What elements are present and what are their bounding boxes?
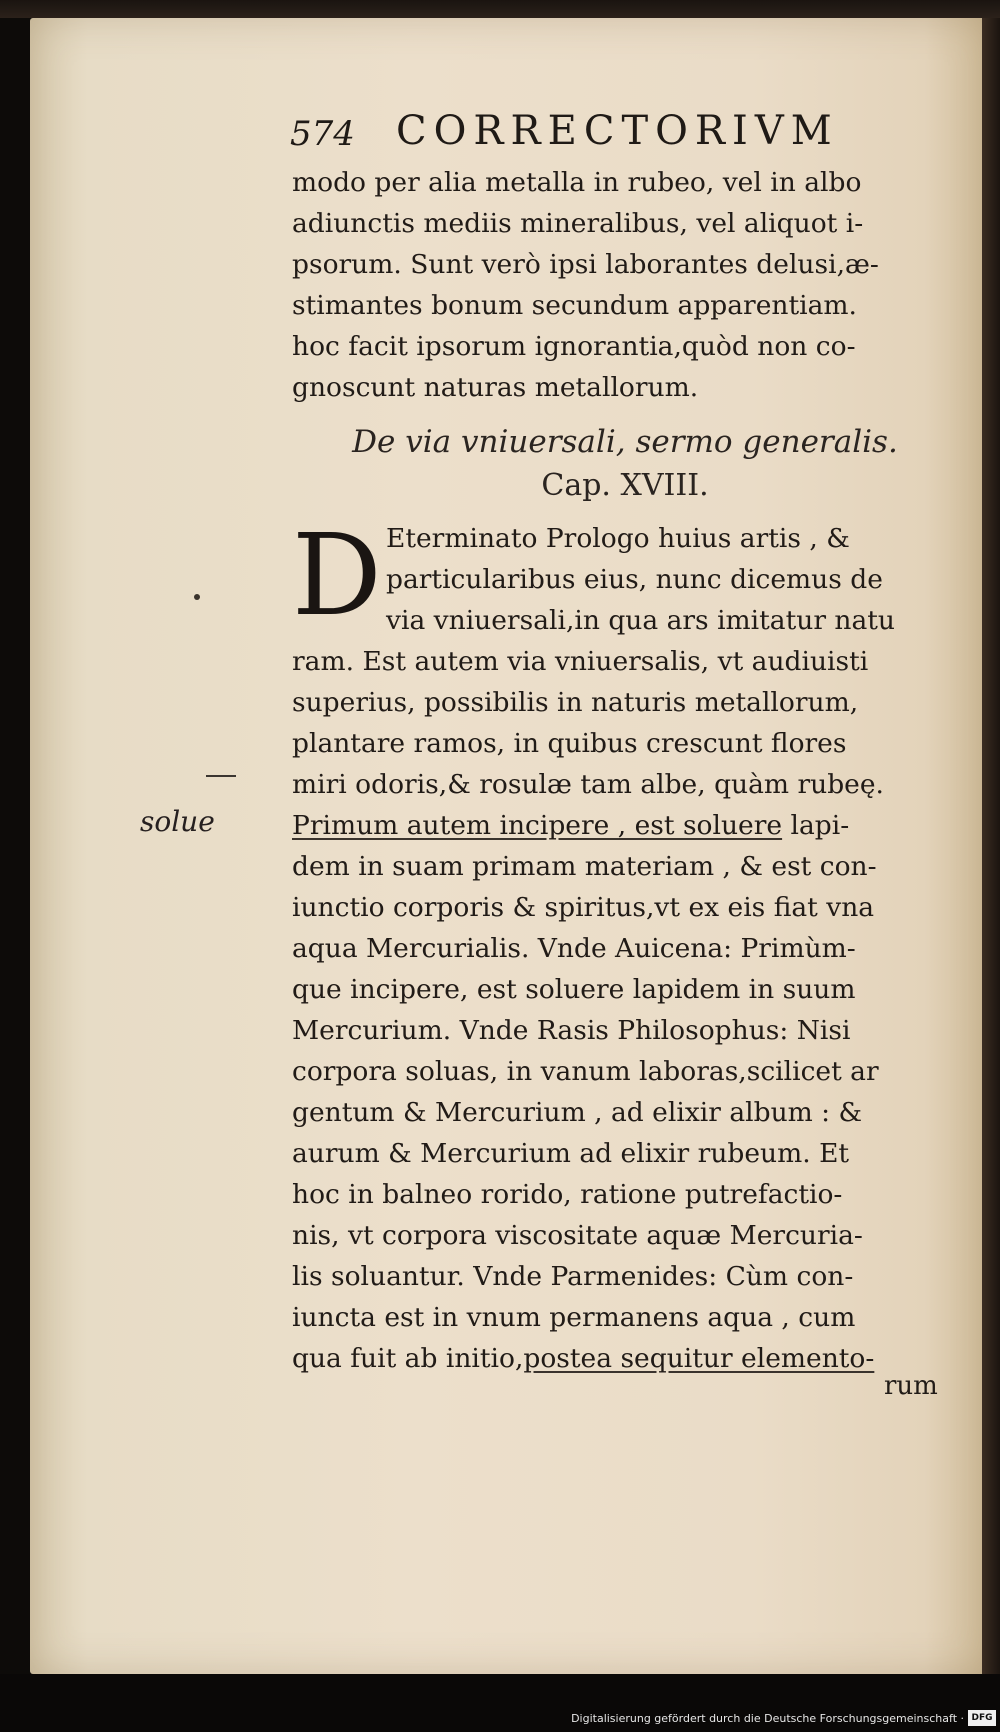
catchword: rum — [884, 1371, 938, 1401]
text-line: lis soluantur. Vnde Parmenides: Cùm con- — [292, 1261, 854, 1292]
text-line: iuncta est in vnum permanens aqua , cum — [292, 1302, 856, 1333]
text-line: plantare ramos, in quibus crescunt flores — [292, 728, 847, 759]
text-line: adiunctis mediis mineralibus, vel aliquot i- — [292, 208, 864, 239]
drop-capital: D — [292, 511, 382, 641]
underlined-passage: Primum autem incipere , est soluere — [292, 810, 783, 841]
text-line: gnoscunt naturas metallorum. — [292, 372, 699, 403]
text-line: aqua Mercurialis. Vnde Auicena: Primùm- — [292, 933, 856, 964]
text-block-main — [292, 511, 960, 1379]
text-line-underlined — [292, 805, 960, 846]
text-line: Mercurium. Vnde Rasis Philosophus: Nisi — [292, 1015, 851, 1046]
text-line: que incipere, est soluere lapidem in suum — [292, 974, 856, 1005]
chapter-heading — [300, 420, 950, 508]
margin-annotation: solue — [140, 805, 215, 838]
text-line-underlined — [292, 1338, 960, 1379]
underlined-passage: postea sequitur elemento- — [523, 1343, 875, 1374]
dfg-logo: DFG — [968, 1710, 996, 1726]
text-fragment: lapi- — [782, 810, 850, 841]
text-line: aurum & Mercurium ad elixir rubeum. Et — [292, 1138, 850, 1169]
page-header — [290, 108, 870, 160]
running-title: CORRECTORIVM — [396, 108, 839, 154]
text-line: particularibus eius, nunc dicemus de — [386, 564, 883, 595]
page-number: 574 — [290, 114, 355, 154]
text-line: gentum & Mercurium , ad elixir album : & — [292, 1097, 863, 1128]
text-line: dem in suam primam materiam , & est con- — [292, 851, 877, 882]
text-line: ram. Est autem via vniuersalis, vt audiuisti — [292, 646, 869, 677]
text-line: hoc facit ipsorum ignorantia,quòd non co- — [292, 331, 856, 362]
text-line: via vniuersali,in qua ars imitatur natu — [386, 605, 895, 636]
text-line: modo per alia metalla in rubeo, vel in albo — [292, 167, 862, 198]
text-line: psorum. Sunt verò ipsi laborantes delusi,æ- — [292, 249, 879, 280]
text-line: miri odoris,& rosulæ tam albe, quàm rubeę. — [292, 769, 884, 800]
text-line: superius, possibilis in naturis metallorum, — [292, 687, 859, 718]
text-line: iunctio corporis & spiritus,vt ex eis fiat vna — [292, 892, 875, 923]
ink-dot — [194, 594, 200, 600]
text-line: stimantes bonum secundum apparentiam. — [292, 290, 857, 321]
margin-dash — [206, 775, 236, 777]
text-line: corpora soluas, in vanum laboras,scilicet ar — [292, 1056, 879, 1087]
book-right-edge — [982, 18, 1000, 1674]
text-line: Eterminato Prologo huius artis , & — [386, 523, 850, 554]
chapter-number: Cap. XVIII. — [541, 468, 709, 503]
text-block-top — [292, 162, 960, 408]
chapter-title: De via vniuersali, sermo generalis. — [352, 424, 898, 460]
funding-note: Digitalisierung gefördert durch die Deutsche Forschungsgemeinschaft · — [571, 1712, 964, 1725]
text-fragment: qua fuit ab initio, — [292, 1343, 524, 1374]
text-line: nis, vt corpora viscositate aquæ Mercuria- — [292, 1220, 863, 1251]
text-line: hoc in balneo rorido, ratione putrefactio- — [292, 1179, 843, 1210]
book-top-edge — [0, 0, 1000, 18]
